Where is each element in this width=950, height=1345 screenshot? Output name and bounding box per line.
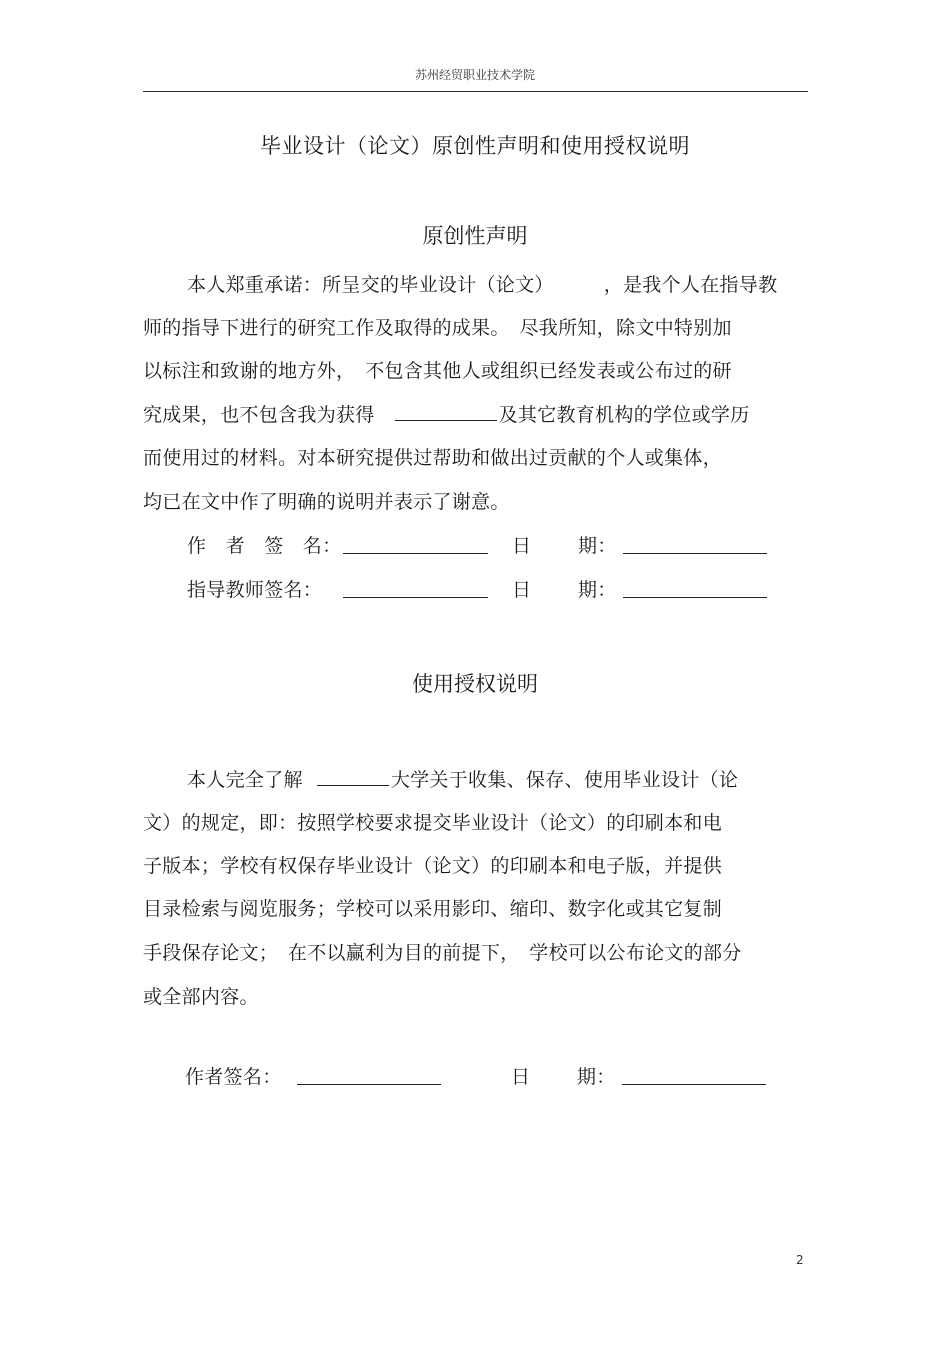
institution-blank bbox=[395, 402, 497, 421]
line-text: 究成果，也不包含我为获得 bbox=[143, 404, 375, 426]
line-text: 大学关于收集、保存、使用毕业设计（论 bbox=[390, 769, 739, 791]
line-text: 本人郑重承诺：所呈交的毕业设计（论文） bbox=[187, 274, 554, 296]
line-text: ，是我个人在指导教 bbox=[603, 274, 778, 296]
author-signature-blank bbox=[343, 535, 488, 554]
date-label-day: 日 bbox=[512, 535, 532, 557]
authorization-heading: 使用授权说明 bbox=[412, 672, 538, 696]
authorization-line-2: 文）的规定，即：按照学校要求提交毕业设计（论文）的印刷本和电 bbox=[143, 812, 723, 834]
originality-line-4 bbox=[143, 400, 750, 427]
date-blank bbox=[623, 579, 767, 598]
line-text: 本人完全了解 bbox=[187, 769, 303, 791]
auth-author-signature-blank bbox=[297, 1066, 441, 1085]
originality-line-1 bbox=[187, 270, 777, 297]
page-number: 2 bbox=[796, 1253, 804, 1267]
originality-line-6: 均已在文中作了明确的说明并表示了谢意。 bbox=[143, 491, 510, 513]
authorization-line-1 bbox=[187, 765, 738, 792]
date-label-day: 日 bbox=[512, 579, 532, 601]
author-signature-label: 作 者 签 名： bbox=[187, 535, 342, 557]
university-blank bbox=[317, 767, 389, 786]
date-label-period: 期： bbox=[578, 579, 617, 601]
originality-line-3: 以标注和致谢的地方外， 不包含其他人或组织已经发表或公布过的研 bbox=[143, 360, 732, 382]
date-blank bbox=[623, 535, 767, 554]
advisor-signature-label: 指导教师签名： bbox=[187, 579, 323, 601]
authorization-line-6: 或全部内容。 bbox=[143, 986, 259, 1008]
authorization-line-4: 目录检索与阅览服务；学校可以采用影印、缩印、数字化或其它复制 bbox=[143, 898, 723, 920]
header-rule bbox=[143, 91, 808, 92]
date-label-period: 期： bbox=[577, 1066, 616, 1088]
authorization-line-3: 子版本；学校有权保存毕业设计（论文）的印刷本和电子版，并提供 bbox=[143, 855, 723, 877]
originality-heading: 原创性声明 bbox=[422, 224, 528, 248]
date-label-day: 日 bbox=[511, 1066, 531, 1088]
date-label-period: 期： bbox=[578, 535, 617, 557]
auth-author-signature-label: 作者签名： bbox=[185, 1066, 282, 1088]
originality-line-2: 师的指导下进行的研究工作及取得的成果。 尽我所知，除文中特别加 bbox=[143, 317, 732, 339]
date-blank bbox=[622, 1066, 766, 1085]
authorization-line-5: 手段保存论文； 在不以赢利为目的前提下， 学校可以公布论文的部分 bbox=[143, 942, 742, 964]
originality-line-5: 而使用过的材料。对本研究提供过帮助和做出过贡献的个人或集体， bbox=[143, 447, 723, 469]
running-header: 苏州经贸职业技术学院 bbox=[414, 68, 535, 82]
line-text: 及其它教育机构的学位或学历 bbox=[498, 404, 750, 426]
document-title: 毕业设计（论文）原创性声明和使用授权说明 bbox=[260, 134, 690, 158]
advisor-signature-blank bbox=[343, 579, 488, 598]
